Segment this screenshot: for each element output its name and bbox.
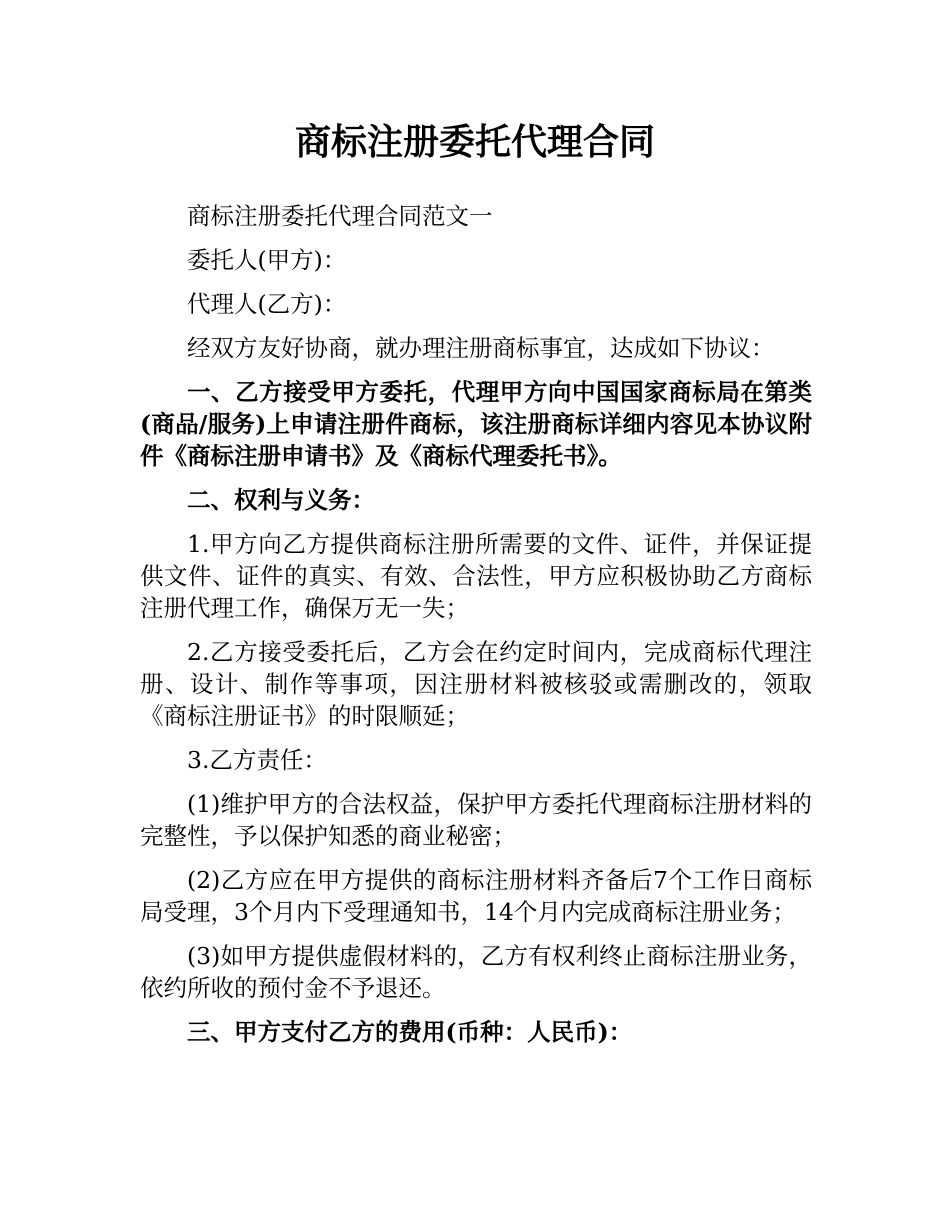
paragraph-agent: 代理人(乙方)： (187, 290, 347, 318)
clause-2-item-2: 2.乙方接受委托后，乙方会在约定时间内，完成商标代理注册、设计、制作等事项，因注册材料被核驳或需删改的，领取《商标注册证书》的时限顺延； (140, 638, 812, 730)
clause-2-heading: 二、权利与义务： (187, 486, 375, 514)
document-body (140, 200, 812, 1060)
clause-2-item-3-sub-1: (1)维护甲方的合法权益，保护甲方委托代理商标注册材料的完整性，予以保护知悉的商业秘密； (140, 790, 812, 850)
paragraph-principal: 委托人(甲方)： (187, 246, 347, 274)
clause-3-heading: 三、甲方支付乙方的费用(币种：人民币)： (187, 1018, 633, 1046)
paragraph-preamble: 经双方友好协商，就办理注册商标事宜，达成如下协议： (187, 334, 775, 362)
clause-2-item-3-sub-2: (2)乙方应在甲方提供的商标注册材料齐备后7个工作日商标局受理，3个月内下受理通知书，14个月内完成商标注册业务； (140, 866, 812, 926)
paragraph-subtitle: 商标注册委托代理合同范文一 (187, 202, 493, 230)
clause-2-item-1: 1.甲方向乙方提供商标注册所需要的文件、证件，并保证提供文件、证件的真实、有效、合法性，甲方应积极协助乙方商标注册代理工作，确保万无一失； (140, 530, 812, 622)
clause-2-item-3: 3.乙方责任： (187, 746, 327, 774)
clause-1: 一、乙方接受甲方委托，代理甲方向中国国家商标局在第类(商品/服务)上申请注册件商标，该注册商标详细内容见本协议附件《商标注册申请书》及《商标代理委托书》。 (140, 378, 812, 470)
document-title: 商标注册委托代理合同 (294, 121, 655, 163)
clause-2-item-3-sub-3: (3)如甲方提供虚假材料的，乙方有权利终止商标注册业务，依约所收的预付金不予退还。 (140, 942, 812, 1002)
